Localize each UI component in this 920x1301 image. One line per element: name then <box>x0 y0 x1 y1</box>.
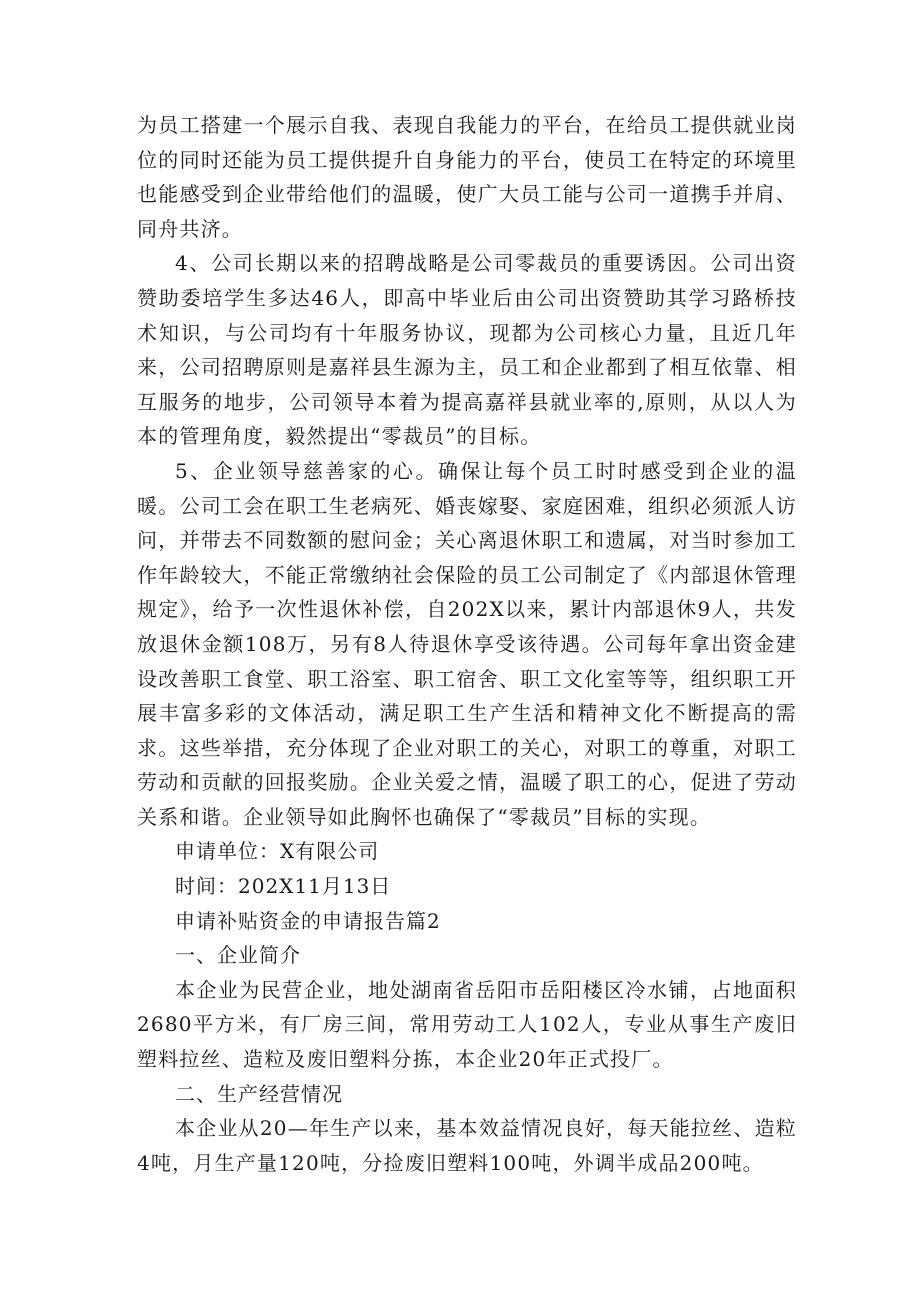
heading-company-intro: 一、企业简介 <box>175 943 301 968</box>
paragraph-leadership-care: 5、企业领导慈善家的心。确保让每个员工时时感受到企业的温暖。公司工会在职工生老病死、婚丧嫁娶、家庭困难，组织必须派人访问，并带去不同数额的慰问金；关心离退休职工和遗属，对当时参加工作年龄较大，不能正常缴纳社会保险的员工公司制定了《内部退休管理规定》，给予一次性退休补偿，自202X以来，累计内部退休9人，共发放退休金额108万，另有8人待退休享受该待遇。公司每年拿出资金建设改善职工食堂、职工浴室、职工宿舍、职工文化室等等，组织职工开展丰富多彩的文体活动，满足职工生产生活和精神文化不断提高的需求。这些举措，充分体现了企业对职工的关心，对职工的尊重，对职工劳动和贡献的回报奖励。企业关爱之情，温暖了职工的心，促进了劳动关系和谐。企业领导如此胸怀也确保了“零裁员”目标的实现。 <box>137 458 797 829</box>
paragraph-recruitment-strategy: 4、公司长期以来的招聘战略是公司零裁员的重要诱因。公司出资赞助委培学生多达46人，即高中毕业后由公司出资赞助其学习路桥技术知识，与公司均有十年服务协议，现都为公司核心力量，且近几年来，公司招聘原则是嘉祥县生源为主，员工和企业都到了相互依靠、相互服务的地步，公司领导本着为提高嘉祥县就业率的,原则，从以人为本的管理角度，毅然提出“零裁员”的目标。 <box>137 251 797 449</box>
section-title: 申请补贴资金的申请报告篇2 <box>175 908 441 933</box>
paragraph-employee-platform: 为员工搭建一个展示自我、表现自我能力的平台，在给员工提供就业岗位的同时还能为员工提供提升自身能力的平台，使员工在特定的环境里也能感受到企业带给他们的温暖，使广大员工能与公司一道携手并肩、同舟共济。 <box>137 113 797 241</box>
document-page <box>137 108 797 1180</box>
paragraph-production: 本企业从20—年生产以来，基本效益情况良好，每天能拉丝、造粒4吨，月生产量120吨，分捡废旧塑料100吨，外调半成品200吨。 <box>137 1116 797 1175</box>
paragraph-company-intro: 本企业为民营企业，地处湖南省岳阳市岳阳楼区冷水铺，占地面积2680平方米，有厂房三间，常用劳动工人102人，专业从事生产废旧塑料拉丝、造粒及废旧塑料分拣，本企业20年正式投厂。 <box>137 977 797 1072</box>
applicant-line: 申请单位：X有限公司 <box>175 839 380 864</box>
date-line: 时间：202X11月13日 <box>175 874 392 899</box>
heading-production: 二、生产经营情况 <box>175 1081 343 1106</box>
